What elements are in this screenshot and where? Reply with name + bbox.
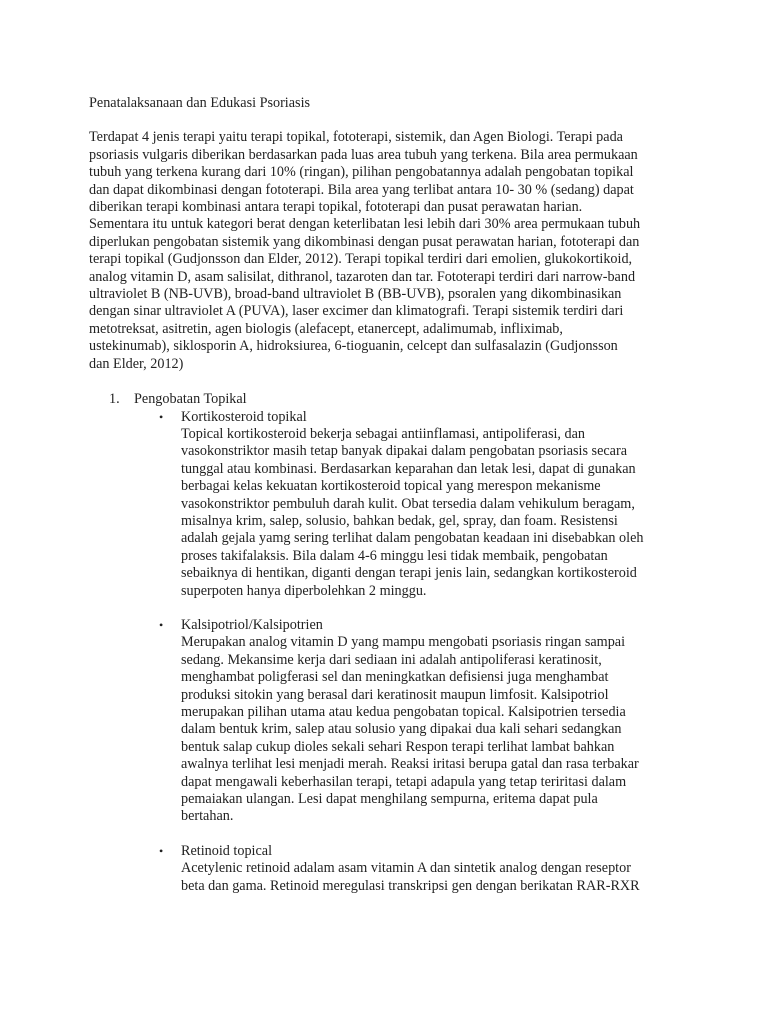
intro-paragraph: Terdapat 4 jenis terapi yaitu terapi topikal, fototerapi, sistemik, dan Agen Biologi. Terapi pada psoriasis vulgaris diberikan berdasarkan pada luas area tubuh yang terkena. Bila area permukaan tubuh yang terkena kurang dari 10% (ringan), pilihan pengobatannya adalah pengobatan topikal dan dapat dikombinasi dengan fototerapi. Bila area yang terlibat antara 10- 30 % (sedang) dapat diberikan terapi kombinasi antara terapi topikal, fototerapi dan pusat perawatan harian. Sementara itu untuk kategori berat dengan keterlibatan lesi lebih dari 30% area permukaan tubuh diperlukan pengobatan sistemik yang dikombinasi dengan pusat perawatan harian, fototerapi dan terapi topikal (Gudjonsson dan Elder, 2012). Terapi topikal terdiri dari emolien, glukokortikoid, analog vitamin D, asam salisilat, dithranol, tazaroten dan tar. Fototerapi terdiri dari narrow-band ultraviolet B (NB-UVB), broad-band ultraviolet B (BB-UVB), psoralen yang dikombinasikan dengan sinar ultraviolet A (PUVA), laser excimer dan klimatografi. Terapi sistemik terdiri dari metotreksat, asitretin, agen biologis (alefacept, etanercept, adalimumab, infliximab, ustekinumab), siklosporin A, hidroksiurea, 6-tioguanin, celcept dan sulfasalazin (Gudjonsson dan Elder, 2012) xyxy=(89,129,641,372)
document-page xyxy=(89,95,689,912)
bullet-title: Kortikosteroid topikal xyxy=(181,408,307,425)
document-title: Penatalaksanaan dan Edukasi Psoriasis xyxy=(89,95,311,111)
bullet-title: Retinoid topical xyxy=(181,842,273,859)
bullet-list xyxy=(134,409,689,896)
bullet-title: Kalsipotriol/Kalsipotrien xyxy=(181,616,323,633)
numbered-list xyxy=(89,391,689,895)
section-item xyxy=(89,391,689,895)
bullet-icon: • xyxy=(159,617,164,632)
bullet-icon: • xyxy=(159,843,164,858)
bullet-item-retinoid xyxy=(134,843,689,895)
bullet-body: Merupakan analog vitamin D yang mampu mengobati psoriasis ringan sampai sedang. Mekansime kerja dari sediaan ini adalah antipoliferasi keratinosit, menghambat poligferasi sel dan meningkatkan defisiensi juga menghambat produksi sitokin yang berasal dari keratinosit maupun limfosit. Kalsipotriol merupakan pilihan utama atau kedua pengobatan topical. Kalsipotrien tersedia dalam bentuk krim, salep atau solusio yang dipakai dua kali sehari sedangkan bentuk salap cukup dioles sekali sehari Respon terapi terlihat lambat bahkan awalnya terlihat lesi menjadi merah. Reaksi iritasi berupa gatal dan rasa terbakar dapat mengawali keberhasilan terapi, tetapi adapula yang tetap teriritasi dalam pemaiakan ulangan. Lesi dapat menghilang sempurna, eritema dapat pula bertahan. xyxy=(181,634,639,825)
bullet-item-kalsipotriol xyxy=(134,617,689,826)
section-number: 1. xyxy=(109,391,120,408)
bullet-item-kortikosteroid xyxy=(134,409,689,600)
section-heading: Pengobatan Topikal xyxy=(134,391,247,408)
bullet-icon: • xyxy=(159,409,164,424)
bullet-body: Topical kortikosteroid bekerja sebagai antiinflamasi, antipoliferasi, dan vasokonstriktor masih tetap banyak dipakai dalam pengobatan psoriasis secara tunggal atau kombinasi. Berdasarkan keparahan dan letak lesi, dapat di gunakan berbagai kelas kekuatan kortikosteroid topical yang merespon mekanisme vasokonstriktor pembuluh darah kulit. Obat tersedia dalam vehikulum beragam, misalnya krim, salep, solusio, bahkan bedak, gel, spray, dan foam. Resistensi adalah gejala yamg sering terlihat dalam pengobatan keadaan ini disebabkan oleh proses takifalaksis. Bila dalam 4-6 minggu lesi tidak membaik, pengobatan sebaiknya di hentikan, diganti dengan terapi jenis lain, sedangkan kortikosteroid superpoten hanya diperbolehkan 2 minggu. xyxy=(181,425,644,599)
bullet-body: Acetylenic retinoid adalam asam vitamin A dan sintetik analog dengan reseptor beta dan gama. Retinoid meregulasi transkripsi gen dengan berikatan RAR-RXR xyxy=(181,860,640,894)
